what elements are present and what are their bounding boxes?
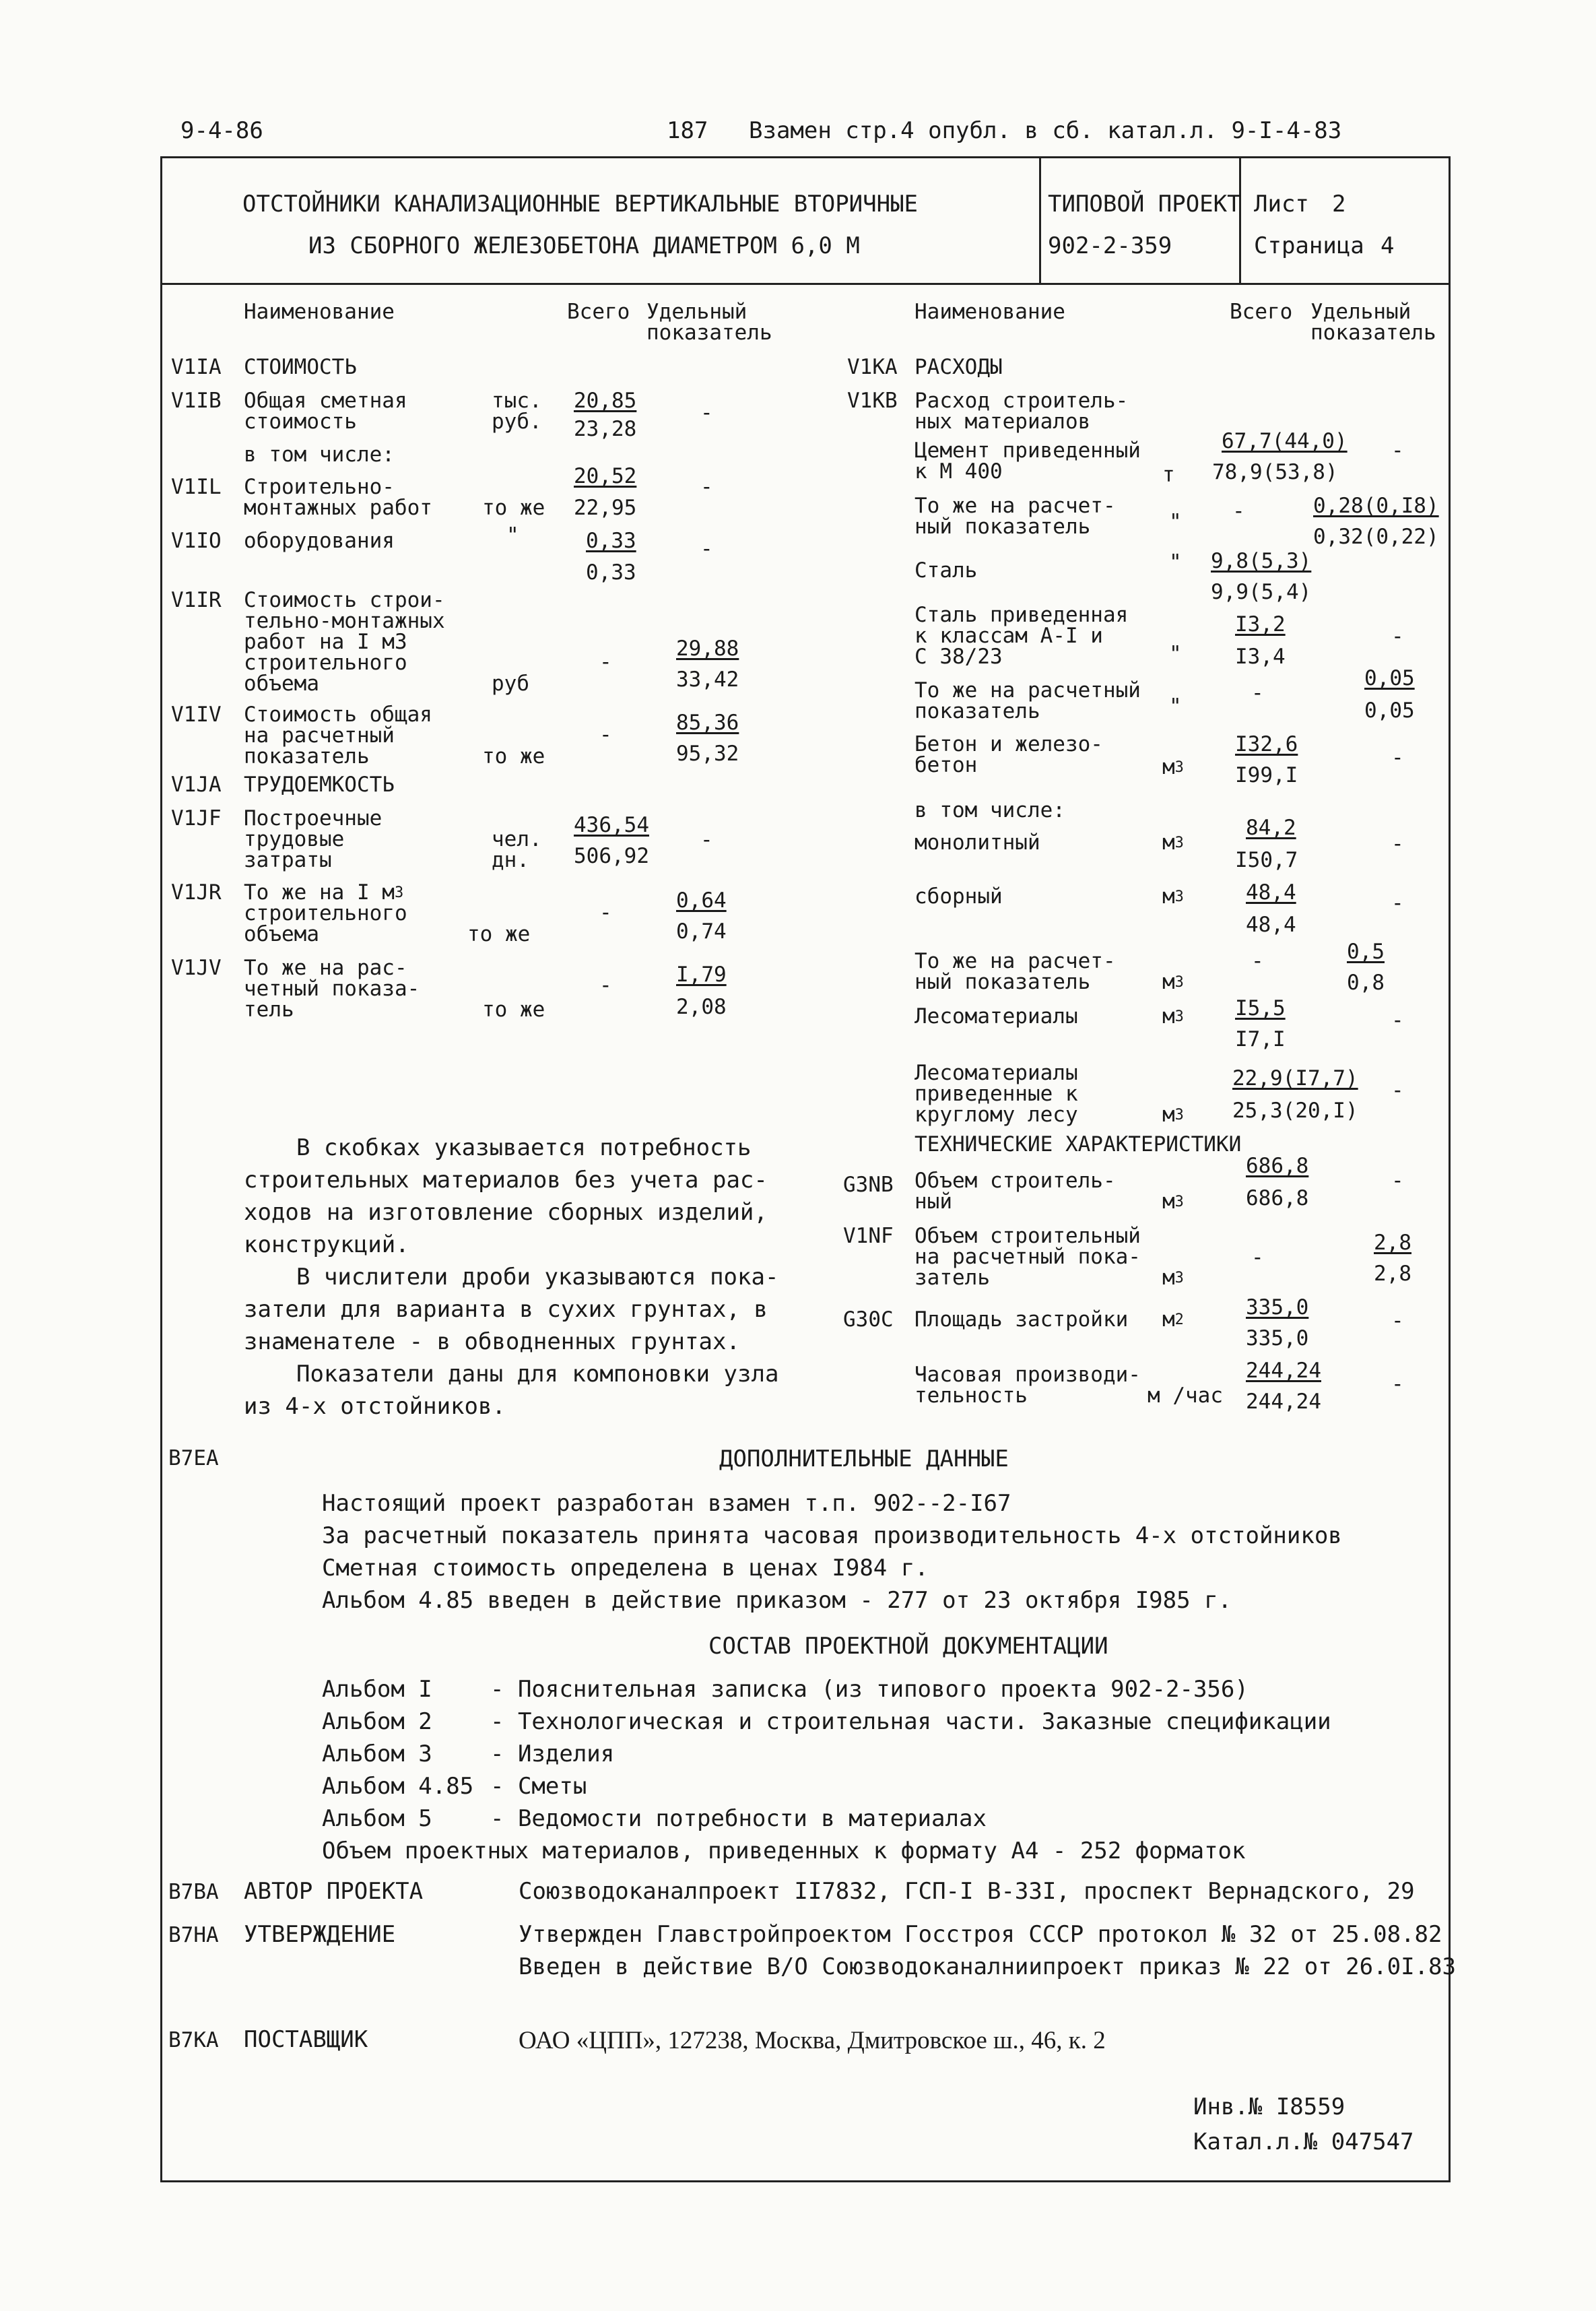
cost-per-m3-name1: Стоимость строи- (244, 588, 445, 612)
volume-calc-value-b: 2,8 (1374, 1262, 1411, 1286)
right-col-spec2: показатель (1310, 321, 1436, 345)
total-cost-spec: - (700, 401, 713, 425)
right-col-spec1: Удельный (1310, 300, 1411, 324)
left-col-total: Всего (567, 300, 630, 324)
cement-calc-name1: То же на расчет- (915, 494, 1116, 518)
inventory-number: Инв.№ I8559 (1193, 2093, 1345, 2120)
cement-value-a: 67,7(44,0) (1222, 429, 1348, 453)
top-date: 9-4-86 (180, 117, 263, 144)
section-labor: ТРУДОЕМКОСТЬ (244, 773, 395, 797)
supplier-label: ПОСТАВЩИК (244, 2026, 368, 2053)
code-cost-calc: V1IV (171, 703, 222, 727)
approval-line-2: Введен в действие В/О Союзводоканалниипроект приказ № 22 от 26.0I.83 (519, 1953, 1456, 1980)
area-value-a: 335,0 (1246, 1295, 1309, 1320)
cement-calc-total: - (1232, 499, 1245, 523)
docs-album-4: Альбом 4.85 (322, 1773, 474, 1800)
header-vline-2 (1239, 156, 1241, 284)
timber-red-value-b: 25,3(20,I) (1232, 1099, 1358, 1123)
construction-value-a: 20,52 (574, 464, 637, 488)
docs-desc-4: - Сметы (490, 1773, 587, 1800)
monolithic-value-a: 84,2 (1246, 816, 1296, 840)
cost-per-m3-value-a: 29,88 (676, 637, 739, 661)
code-equipment: V1IO (171, 529, 222, 553)
capacity-name2: тельность (915, 1384, 1028, 1408)
labor-per-m3-name1: То же на I $м^3$ (244, 880, 404, 905)
page-number: 4 (1381, 232, 1395, 259)
area-name: Площадь застройки (915, 1307, 1129, 1332)
cement-unit: т (1162, 463, 1175, 487)
steel-red-name1: Сталь приведенная (915, 603, 1129, 627)
area-unit: $м^2$ (1162, 1307, 1184, 1332)
author-label: АВТОР ПРОЕКТА (244, 1878, 424, 1905)
prefab-spec: - (1391, 891, 1404, 915)
steel-calc-unit: " (1169, 694, 1182, 719)
steel-calc-value-b: 0,05 (1364, 698, 1415, 723)
header-divider (160, 283, 1451, 285)
right-col-name: Наименование (915, 300, 1065, 324)
cement-calc-name2: ный показатель (915, 515, 1091, 539)
concrete-calc-value-b: 0,8 (1347, 971, 1385, 995)
cost-per-m3-name5: объема (244, 672, 319, 696)
code-total-cost: V1IB (171, 389, 222, 413)
labor-calc-total: - (599, 973, 612, 998)
sheet-label: Лист (1254, 191, 1309, 218)
timber-value-a: I5,5 (1235, 996, 1286, 1020)
construction-value-b: 22,95 (574, 496, 637, 520)
timber-red-spec: - (1391, 1078, 1404, 1103)
right-incl: в том числе: (915, 798, 1065, 822)
docs-desc-1: - Пояснительная записка (из типового проекта 902-2-356) (490, 1676, 1249, 1703)
cost-calc-name3: показатель (244, 744, 370, 769)
left-incl: в том числе: (244, 443, 395, 467)
cement-name2: к М 400 (915, 459, 1003, 484)
capacity-name1: Часовая производи- (915, 1363, 1141, 1387)
labor-calc-value-b: 2,08 (676, 995, 727, 1019)
cement-calc-unit: " (1169, 510, 1182, 534)
labor-calc-unit: то же (482, 998, 545, 1022)
cost-per-m3-name4: строительного (244, 651, 407, 675)
code-labor: V1JA (171, 773, 222, 797)
labor-per-m3-name2: строительного (244, 901, 407, 925)
monolithic-value-b: I50,7 (1235, 848, 1298, 872)
extra-line-1: Настоящий проект разработан взамен т.п. 902--2-I67 (322, 1490, 1011, 1517)
note-line-5: В числители дроби указываются пока- (296, 1264, 779, 1291)
project-number: 902-2-359 (1048, 232, 1172, 259)
total-cost-unit2: руб. (492, 410, 542, 434)
volume-calc-name3: затель (915, 1266, 990, 1290)
code-materials: V1KB (847, 389, 898, 413)
cost-per-m3-name3: работ на I м3 (244, 630, 407, 654)
volume-calc-name1: Объем строительный (915, 1224, 1141, 1248)
steel-unit: " (1169, 550, 1182, 575)
tech-title: ТЕХНИЧЕСКИЕ ХАРАКТЕРИСТИКИ (915, 1132, 1242, 1157)
code-construction: V1IL (171, 475, 222, 499)
volume-name1: Объем строитель- (915, 1169, 1116, 1193)
cost-per-m3-total: - (599, 650, 612, 674)
note-line-4: конструкций. (244, 1231, 409, 1258)
timber-unit: $м^3$ (1162, 1004, 1184, 1029)
construction-spec: - (700, 475, 713, 499)
concrete-name1: Бетон и железо- (915, 732, 1103, 756)
labor-costs-name2: трудовые (244, 827, 345, 851)
docs-title: СОСТАВ ПРОЕКТНОЙ ДОКУМЕНТАЦИИ (708, 1633, 1108, 1660)
timber-red-name3: круглому лесу (915, 1103, 1078, 1127)
extra-title: ДОПОЛНИТЕЛЬНЫЕ ДАННЫЕ (719, 1445, 1009, 1472)
steel-name: Сталь (915, 558, 978, 583)
header-title-line2: ИЗ СБОРНОГО ЖЕЛЕЗОБЕТОНА ДИАМЕТРОМ 6,0 М (308, 232, 860, 259)
concrete-value-a: I32,6 (1235, 732, 1298, 756)
labor-per-m3-name3: объема (244, 922, 319, 946)
note-line-2: строительных материалов без учета рас- (244, 1167, 768, 1194)
note-line-9: из 4-х отстойников. (244, 1393, 506, 1420)
volume-calc-name2: на расчетный пока- (915, 1245, 1141, 1269)
labor-per-m3-unit: то же (467, 922, 531, 946)
materials-name1: Расход строитель- (915, 389, 1129, 413)
code-approval: B7HA (168, 1923, 219, 1947)
code-labor-costs: V1JF (171, 806, 222, 831)
volume-value-b: 686,8 (1246, 1186, 1309, 1210)
steel-red-unit: " (1169, 642, 1182, 666)
approval-line-1: Утвержден Главстройпроектом Госстроя СССР протокол № 32 от 25.08.82 (519, 1921, 1442, 1948)
labor-costs-value-b: 506,92 (574, 844, 649, 868)
monolithic-name: монолитный (915, 831, 1040, 855)
sheet-number: 2 (1332, 191, 1346, 218)
steel-red-value-b: I3,4 (1235, 645, 1286, 669)
concrete-calc-unit: $м^3$ (1162, 970, 1184, 994)
concrete-name2: бетон (915, 753, 978, 777)
equipment-value-b: 0,33 (586, 560, 636, 585)
cost-calc-name1: Стоимость общая (244, 703, 432, 727)
capacity-unit: м /час (1148, 1384, 1223, 1408)
cost-calc-value-a: 85,36 (676, 711, 739, 735)
concrete-unit: $м^3$ (1162, 755, 1184, 779)
docs-desc-2: - Технологическая и строительная части. Заказные спецификации (490, 1708, 1331, 1735)
cost-per-m3-value-b: 33,42 (676, 668, 739, 692)
capacity-value-b: 244,24 (1246, 1390, 1321, 1414)
project-label: ТИПОВОЙ ПРОЕКТ (1048, 191, 1241, 218)
concrete-calc-total: - (1251, 949, 1264, 973)
extra-line-2: За расчетный показатель принята часовая производительность 4-х отстойников (322, 1522, 1342, 1549)
timber-red-name1: Лесоматериалы (915, 1061, 1078, 1085)
capacity-value-a: 244,24 (1246, 1359, 1321, 1383)
labor-calc-value-a: I,79 (676, 963, 727, 987)
docs-album-1: Альбом I (322, 1676, 432, 1703)
volume-calc-value-a: 2,8 (1374, 1231, 1411, 1255)
monolithic-unit: $м^3$ (1162, 831, 1184, 855)
code-expenses: V1KA (847, 355, 898, 379)
cost-calc-name2: на расчетный (244, 723, 395, 748)
steel-red-name2: к классам А-I и (915, 624, 1103, 648)
docs-album-3: Альбом 3 (322, 1740, 432, 1767)
equipment-spec: - (700, 537, 713, 561)
header-vline-1 (1039, 156, 1041, 284)
extra-line-3: Сметная стоимость определена в ценах I984 г. (322, 1555, 929, 1582)
note-line-3: ходов на изготовление сборных изделий, (244, 1199, 768, 1226)
author-text: Союзводоканалпроект II7832, ГСП-I В-33I, проспект Вернадского, 29 (519, 1878, 1415, 1905)
concrete-calc-value-a: 0,5 (1347, 940, 1385, 964)
docs-album-2: Альбом 2 (322, 1708, 432, 1735)
code-area: G30C (843, 1307, 894, 1332)
monolithic-spec: - (1391, 832, 1404, 856)
total-cost-name2: стоимость (244, 410, 357, 434)
timber-value-b: I7,I (1235, 1027, 1286, 1051)
left-col-name: Наименование (244, 300, 395, 324)
prefab-value-b: 48,4 (1246, 913, 1296, 937)
right-col-total: Всего (1230, 300, 1293, 324)
supplier-text: ОАО «ЦПП», 127238, Москва, Дмитровское ш., 46, к. 2 (519, 2027, 1106, 2054)
labor-costs-value-a: 436,54 (574, 813, 649, 837)
steel-value-a: 9,8(5,3) (1211, 549, 1312, 573)
equipment-name: оборудования (244, 529, 395, 553)
catalog-number: Катал.л.№ 047547 (1193, 2128, 1414, 2155)
cement-name1: Цемент приведенный (915, 438, 1141, 463)
steel-value-b: 9,9(5,4) (1211, 580, 1312, 604)
volume-calc-total: - (1251, 1245, 1264, 1270)
cost-calc-unit: то же (482, 744, 545, 769)
code-volume-calc: V1NF (843, 1224, 894, 1248)
code-supplier: B7KA (168, 2028, 219, 2052)
equipment-value-a: 0,33 (586, 529, 636, 553)
approval-label: УТВЕРЖДЕНИЕ (244, 1921, 396, 1948)
materials-name2: ных материалов (915, 410, 1091, 434)
timber-spec: - (1391, 1008, 1404, 1033)
cement-calc-value-a: 0,28(0,I8) (1313, 494, 1439, 518)
cement-spec: - (1391, 438, 1404, 463)
steel-calc-value-a: 0,05 (1364, 666, 1415, 690)
cost-calc-total: - (599, 723, 612, 747)
steel-calc-total: - (1251, 681, 1264, 705)
concrete-calc-name1: То же на расчет- (915, 949, 1116, 973)
construction-name2: монтажных работ (244, 496, 432, 520)
page-label: Страница (1254, 232, 1364, 259)
code-author: B7BA (168, 1880, 219, 1904)
construction-unit: то же (482, 496, 545, 520)
steel-calc-name2: показатель (915, 699, 1040, 723)
labor-calc-name3: тель (244, 998, 294, 1022)
labor-costs-spec: - (700, 828, 713, 852)
section-expenses: РАСХОДЫ (915, 355, 1003, 379)
timber-red-name2: приведенные к (915, 1082, 1078, 1106)
note-line-6: затели для варианта в сухих грунтах, в (244, 1296, 768, 1323)
labor-per-m3-total: - (599, 901, 612, 925)
construction-name1: Строительно- (244, 475, 395, 499)
code-cost: V1IA (171, 355, 222, 379)
steel-red-spec: - (1391, 624, 1404, 649)
labor-calc-name1: То же на рас- (244, 956, 407, 980)
total-cost-value-b: 23,28 (574, 417, 637, 441)
steel-red-value-a: I3,2 (1235, 612, 1286, 637)
prefab-unit: $м^3$ (1162, 884, 1184, 909)
total-cost-name1: Общая сметная (244, 389, 407, 413)
extra-line-4: Альбом 4.85 введен в действие приказом - 277 от 23 октября I985 г. (322, 1587, 1232, 1614)
labor-costs-unit2: дн. (492, 848, 529, 872)
note-line-7: знаменателе - в обводненных грунтах. (244, 1328, 740, 1355)
top-replace-note: Взамен стр.4 опубл. в сб. катал.л. 9-I-4-83 (749, 117, 1342, 144)
area-value-b: 335,0 (1246, 1326, 1309, 1350)
labor-per-m3-value-b: 0,74 (676, 919, 727, 944)
volume-calc-unit: $м^3$ (1162, 1266, 1184, 1290)
cement-value-b: 78,9(53,8) (1212, 460, 1338, 484)
code-labor-calc: V1JV (171, 956, 222, 980)
timber-red-unit: $м^3$ (1162, 1103, 1184, 1127)
labor-costs-unit1: чел. (492, 827, 542, 851)
labor-costs-name1: Построечные (244, 806, 383, 831)
code-extra: B7EA (168, 1446, 219, 1470)
volume-name2: ный (915, 1190, 952, 1214)
code-cost-per-m3: V1IR (171, 588, 222, 612)
code-volume: G3NB (843, 1173, 894, 1197)
top-page-number: 187 (667, 117, 708, 144)
docs-desc-5: - Ведомости потребности в материалах (490, 1805, 987, 1832)
concrete-spec: - (1391, 746, 1404, 770)
left-col-spec1: Удельный (646, 300, 747, 324)
labor-calc-name2: четный показа- (244, 977, 420, 1001)
area-spec: - (1391, 1309, 1404, 1333)
steel-calc-name1: То же на расчетный (915, 678, 1141, 703)
header-title-line1: ОТСТОЙНИКИ КАНАЛИЗАЦИОННЫЕ ВЕРТИКАЛЬНЫЕ ВТОРИЧНЫЕ (242, 191, 919, 218)
cost-per-m3-name2: тельно-монтажных (244, 609, 445, 633)
labor-per-m3-value-a: 0,64 (676, 888, 727, 913)
prefab-name: сборный (915, 884, 1003, 909)
note-line-1: В скобках указывается потребность (296, 1134, 752, 1161)
docs-volume: Объем проектных материалов, приведенных к формату А4 - 252 форматок (322, 1837, 1246, 1864)
timber-name: Лесоматериалы (915, 1004, 1078, 1029)
section-cost: СТОИМОСТЬ (244, 355, 357, 379)
docs-album-5: Альбом 5 (322, 1805, 432, 1832)
total-cost-unit1: тыс. (492, 389, 542, 413)
volume-unit: $м^3$ (1162, 1190, 1184, 1214)
volume-value-a: 686,8 (1246, 1154, 1309, 1178)
left-col-spec2: показатель (646, 321, 772, 345)
total-cost-value-a: 20,85 (574, 389, 637, 413)
timber-red-value-a: 22,9(I7,7) (1232, 1066, 1358, 1091)
cost-per-m3-unit: руб (492, 672, 529, 696)
cement-calc-value-b: 0,32(0,22) (1313, 525, 1439, 549)
cost-calc-value-b: 95,32 (676, 742, 739, 766)
concrete-calc-name2: ный показатель (915, 970, 1091, 994)
code-labor-per-m3: V1JR (171, 880, 222, 905)
volume-spec: - (1391, 1169, 1404, 1193)
concrete-value-b: I99,I (1235, 763, 1298, 787)
steel-red-name3: С 38/23 (915, 645, 1003, 669)
prefab-value-a: 48,4 (1246, 880, 1296, 905)
labor-costs-name3: затраты (244, 848, 332, 872)
docs-desc-3: - Изделия (490, 1740, 615, 1767)
note-line-8: Показатели даны для компоновки узла (296, 1361, 779, 1388)
equipment-unit: " (506, 523, 519, 548)
capacity-spec: - (1391, 1372, 1404, 1396)
